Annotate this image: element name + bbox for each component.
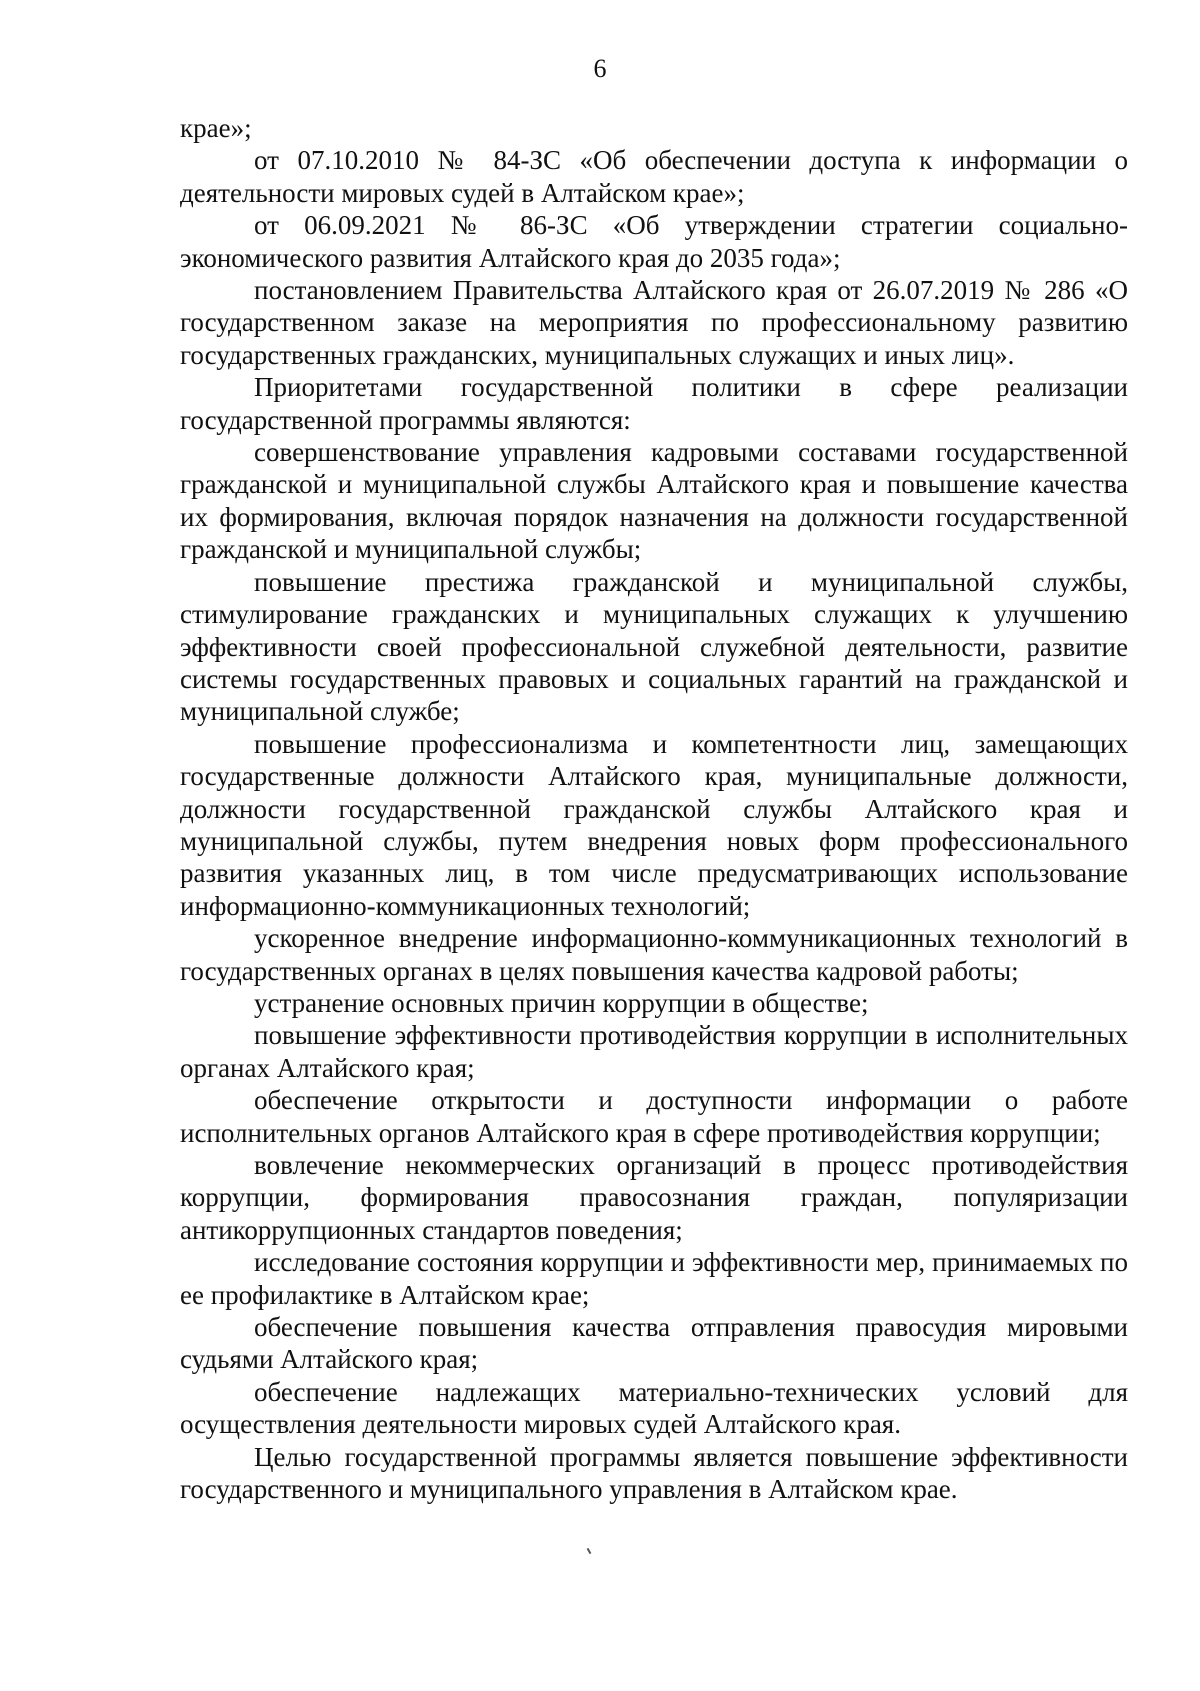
document-body xyxy=(180,112,1128,1505)
page-number: 6 xyxy=(593,54,607,83)
paragraph-continuation: крае»; xyxy=(180,113,252,143)
paragraph-priorities-intro: Приоритетами государственной политики в сфере реализации государственной программы являются: xyxy=(180,372,1128,435)
paragraph-priority-6: повышение эффективности противодействия коррупции в исполнительных органах Алтайского края; xyxy=(180,1020,1128,1083)
paragraph-law-84zs: от 07.10.2010 № 84-ЗС «Об обеспечении доступа к информации о деятельности мировых судей в Алтайском крае»; xyxy=(180,145,1128,208)
paragraph-priority-1: совершенствование управления кадровыми составами государственной гражданской и муниципальной службы Алтайского края и повышение качества их формирования, включая порядок назначения на должности государственной гражданской и муниципальной службы; xyxy=(180,437,1128,565)
paragraph-priority-5: устранение основных причин коррупции в обществе; xyxy=(254,987,869,1018)
paragraph-law-86zs: от 06.09.2021 № 86-ЗС «Об утверждении стратегии социально-экономического развития Алтайского края до 2035 года»; xyxy=(180,210,1128,273)
paragraph-resolution-286: постановлением Правительства Алтайского края от 26.07.2019 № 286 «О государственном заказе на мероприятия по профессиональному развитию государственных гражданских, муниципальных служащих и иных лиц». xyxy=(180,275,1128,370)
paragraph-priority-3: повышение профессионализма и компетентности лиц, замещающих государственные должности Алтайского края, муниципальные должности, должности государственной гражданской службы Алтайского края и муниципальной службы, путем внедрения новых форм профессионального развития указанных лиц, в том числе предусматривающих использование информационно-коммуникационных технологий; xyxy=(180,728,1128,921)
paragraph-priority-9: исследование состояния коррупции и эффективности мер, принимаемых по ее профилактике в Алтайском крае; xyxy=(180,1247,1128,1310)
paragraph-priority-10: обеспечение повышения качества отправления правосудия мировыми судьями Алтайского края; xyxy=(180,1312,1128,1375)
paragraph-program-goal: Целью государственной программы является повышение эффективности государственного и муниципального управления в Алтайском крае. xyxy=(180,1441,1128,1505)
paragraph-priority-8: вовлечение некоммерческих организаций в процесс противодействия коррупции, формирования правосознания граждан, популяризации антикоррупционных стандартов поведения; xyxy=(180,1150,1128,1245)
paragraph-priority-7: обеспечение открытости и доступности информации о работе исполнительных органов Алтайского края в сфере противодействия коррупции; xyxy=(180,1085,1128,1148)
paragraph-priority-4: ускоренное внедрение информационно-коммуникационных технологий в государственных органах в целях повышения качества кадровой работы; xyxy=(180,923,1128,986)
paragraph-priority-11: обеспечение надлежащих материально-технических условий для осуществления деятельности мировых судей Алтайского края. xyxy=(180,1376,1128,1440)
paragraph-priority-2: повышение престижа гражданской и муниципальной службы, стимулирование гражданских и муниципальных служащих к улучшению эффективности своей профессиональной служебной деятельности, развитие системы государственных правовых и социальных гарантий на гражданской и муниципальной службе; xyxy=(180,566,1128,727)
scan-speck xyxy=(587,1548,592,1554)
